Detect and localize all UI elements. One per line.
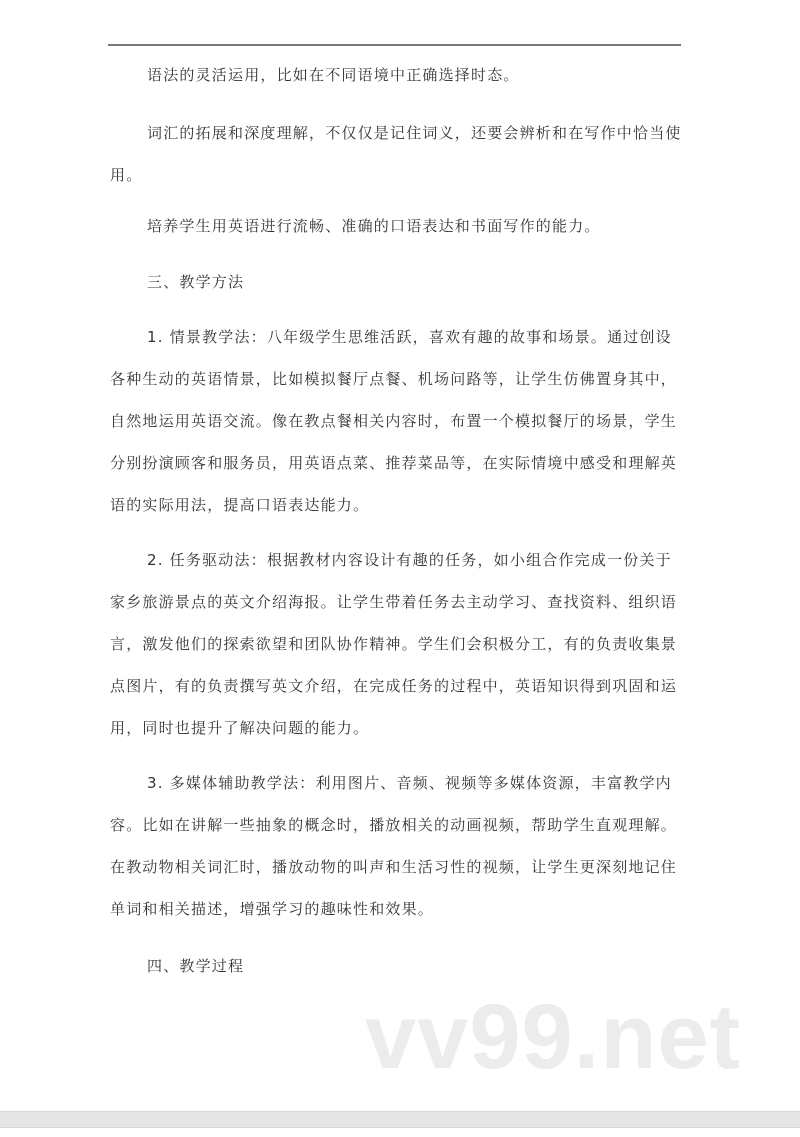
text-line: 用。: [110, 166, 143, 184]
paragraph: [110, 316, 690, 526]
text-line: 自然地运用英语交流。像在教点餐相关内容时，布置一个模拟餐厅的场景，学生: [110, 412, 678, 430]
page-separator: [0, 1111, 800, 1128]
text-line: 培养学生用英语进行流畅、准确的口语表达和书面写作的能力。: [147, 217, 601, 235]
text-line: 三、教学方法: [147, 273, 245, 291]
text-line: 四、教学过程: [147, 957, 245, 975]
text-line: 1. 情景教学法：八年级学生思维活跃，喜欢有趣的故事和场景。通过创设: [147, 328, 672, 346]
paragraph: [110, 112, 690, 196]
text-line: 语法的灵活运用，比如在不同语境中正确选择时态。: [147, 66, 520, 84]
text-line: 在教动物相关词汇时，播放动物的叫声和生活习性的视频，让学生更深刻地记住: [110, 858, 678, 876]
paragraph: [110, 762, 690, 930]
text-line: 用，同时也提升了解决问题的能力。: [110, 719, 370, 737]
paragraph: [110, 54, 690, 96]
text-line: 分别扮演顾客和服务员，用英语点菜、推荐菜品等，在实际情境中感受和理解英: [110, 454, 678, 472]
text-line: 3. 多媒体辅助教学法：利用图片、音频、视频等多媒体资源，丰富教学内: [147, 774, 672, 792]
text-line: 各种生动的英语情景，比如模拟餐厅点餐、机场问路等，让学生仿佛置身其中，: [110, 370, 678, 388]
section-heading: [110, 945, 690, 987]
text-line: 单词和相关描述，增强学习的趣味性和效果。: [110, 900, 435, 918]
section-heading: [110, 261, 690, 303]
text-line: 容。比如在讲解一些抽象的概念时，播放相关的动画视频，帮助学生直观理解。: [110, 816, 678, 834]
watermark: vv99.net: [365, 986, 742, 1088]
paragraph: [110, 539, 690, 749]
text-line: 语的实际用法，提高口语表达能力。: [110, 496, 370, 514]
text-line: 点图片，有的负责撰写英文介绍，在完成任务的过程中，英语知识得到巩固和运: [110, 677, 678, 695]
text-line: 言，激发他们的探索欲望和团队协作精神。学生们会积极分工，有的负责收集景: [110, 635, 678, 653]
text-line: 家乡旅游景点的英文介绍海报。让学生带着任务去主动学习、查找资料、组织语: [110, 593, 678, 611]
text-line: 词汇的拓展和深度理解，不仅仅是记住词义，还要会辨析和在写作中恰当使: [147, 124, 682, 142]
header-rule: [108, 44, 681, 46]
text-line: 2. 任务驱动法：根据教材内容设计有趣的任务，如小组合作完成一份关于: [147, 551, 672, 569]
paragraph: [110, 205, 690, 247]
